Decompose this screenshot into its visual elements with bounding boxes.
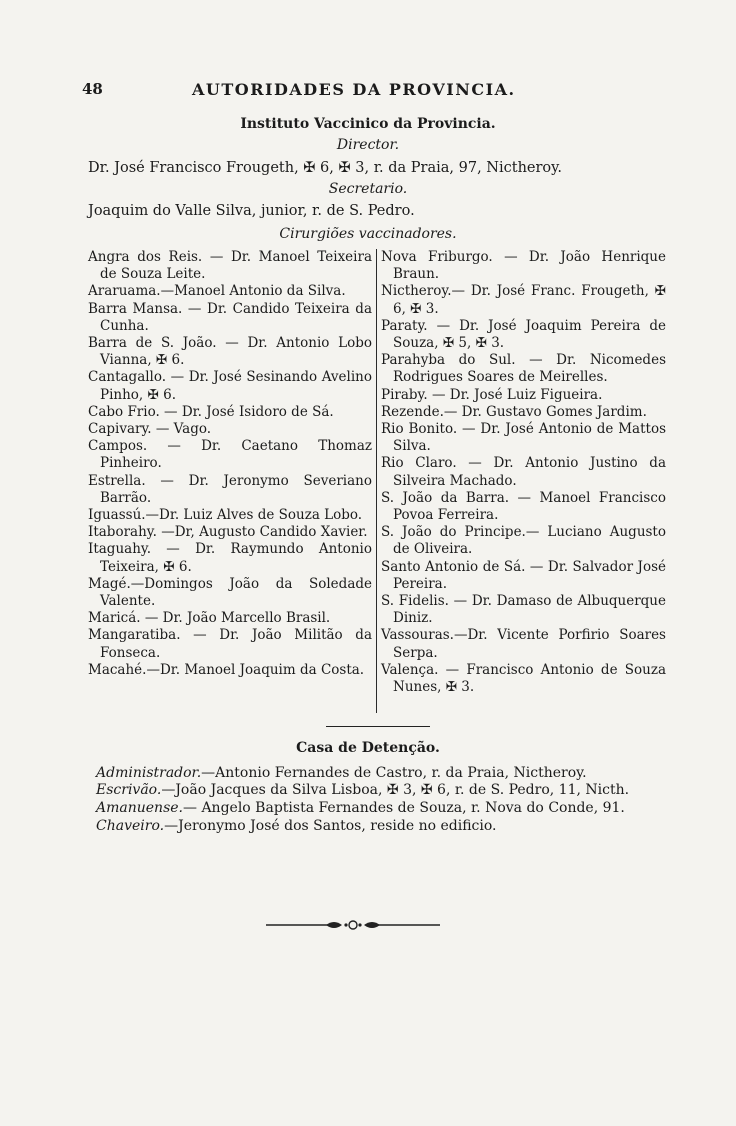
list-item: Itaguahy. — Dr. Raymundo Antonio Teixeira, ✠ 6. [88,541,372,575]
casa-entry-label: Amanuense. [96,800,183,816]
running-title: AUTORIDADES DA PROVINCIA. [192,80,516,99]
list-item: Santo Antonio de Sá. — Dr. Salvador José Pereira. [381,558,666,592]
right-column [377,249,666,713]
instituto-title: Instituto Vaccinico da Provincia. [240,116,496,132]
casa-entry-label: Chaveiro. [96,818,165,834]
list-item: Macahé.—Dr. Manoel Joaquim da Costa. [88,661,365,678]
director-label: Director. [336,137,400,153]
list-item: Piraby. — Dr. José Luiz Figueira. [381,386,603,403]
list-item: Vassouras.—Dr. Vicente Porfirio Soares Serpa. [381,627,666,661]
page-number: 48 [82,80,103,98]
list-item: Araruama.—Manoel Antonio da Silva. [88,283,346,300]
list-item: Capivary. — Vago. [88,421,212,438]
list-item: Iguassú.—Dr. Luiz Alves de Souza Lobo. [88,507,363,524]
list-item: Rio Claro. — Dr. Antonio Justino da Silveira Machado. [381,455,666,489]
list-item: Nictheroy.— Dr. José Franc. Frougeth, ✠ 6, ✠ 3. [381,283,666,317]
list-item: Magé.—Domingos João da Soledade Valente. [88,575,372,610]
list-item: Barra Mansa. — Dr. Candido Teixeira da Cunha. [88,300,372,334]
casa-entry-text: —Antonio Fernandes de Castro, r. da Praia, Nictheroy. [201,765,587,781]
list-item: S. João do Principe.— Luciano Augusto de Oliveira. [381,524,666,558]
casa-entry-label: Escrivão. [96,782,162,798]
casa-entry-text: —João Jacques da Silva Lisboa, ✠ 3, ✠ 6, r. de S. Pedro, 11, Nicth. [161,782,630,798]
list-item: Parahyba do Sul. — Dr. Nicomedes Rodrigues Soares de Meirelles. [381,352,666,386]
ornament-rule-icon [266,918,440,932]
list-item: Valença. — Francisco Antonio de Souza Nunes, ✠ 3. [381,661,666,696]
casa-entry-text: —Jeronymo José dos Santos, reside no edificio. [164,818,497,834]
casa-entry [96,782,629,798]
list-item: Nova Friburgo. — Dr. João Henrique Braun. [381,249,666,283]
list-item: Barra de S. João. — Dr. Antonio Lobo Vianna, ✠ 6. [88,335,372,369]
casa-entry-label: Administrador. [96,765,202,781]
list-item: Campos. — Dr. Caetano Thomaz Pinheiro. [88,438,372,472]
casa-entry [96,765,587,781]
list-item: Maricá. — Dr. João Marcello Brasil. [88,610,331,627]
section-divider [326,726,430,727]
director-entry: Dr. José Francisco Frougeth, ✠ 6, ✠ 3, r. da Praia, 97, Nictheroy. [88,160,563,176]
list-item: Itaborahy. —Dr, Augusto Candido Xavier. [88,524,368,541]
list-item: S. João da Barra. — Manoel Francisco Povoa Ferreira. [381,489,666,524]
page-header [82,80,672,104]
list-item: S. Fidelis. — Dr. Damaso de Albuquerque Diniz. [381,593,666,627]
secretario-entry: Joaquim do Valle Silva, junior, r. de S. Pedro. [88,203,415,219]
list-item: Cabo Frio. — Dr. José Isidoro de Sá. [88,403,334,420]
list-item: Mangaratiba. — Dr. João Militão da Fonseca. [88,627,372,661]
list-item: Rio Bonito. — Dr. José Antonio de Mattos Silva. [381,421,666,455]
list-item: Cantagallo. — Dr. José Sesinando Avelino Pinho, ✠ 6. [88,369,372,403]
casa-entry-text: — Angelo Baptista Fernandes de Souza, r. Nova do Conde, 91. [183,800,625,816]
list-item: Angra dos Reis. — Dr. Manoel Teixeira de Souza Leite. [88,249,372,283]
list-item: Rezende.— Dr. Gustavo Gomes Jardim. [381,403,647,420]
secretario-label: Secretario. [328,181,408,197]
casa-entry [96,818,497,834]
vaccinators-list [88,249,666,713]
list-item: Paraty. — Dr. José Joaquim Pereira de Souza, ✠ 5, ✠ 3. [381,317,666,352]
list-item: Estrella. — Dr. Jeronymo Severiano Barrão. [88,472,372,506]
left-column [88,249,377,713]
cirurgioes-label: Cirurgiões vaccinadores. [279,226,457,242]
casa-title: Casa de Detenção. [296,740,440,756]
casa-entry [96,800,625,816]
